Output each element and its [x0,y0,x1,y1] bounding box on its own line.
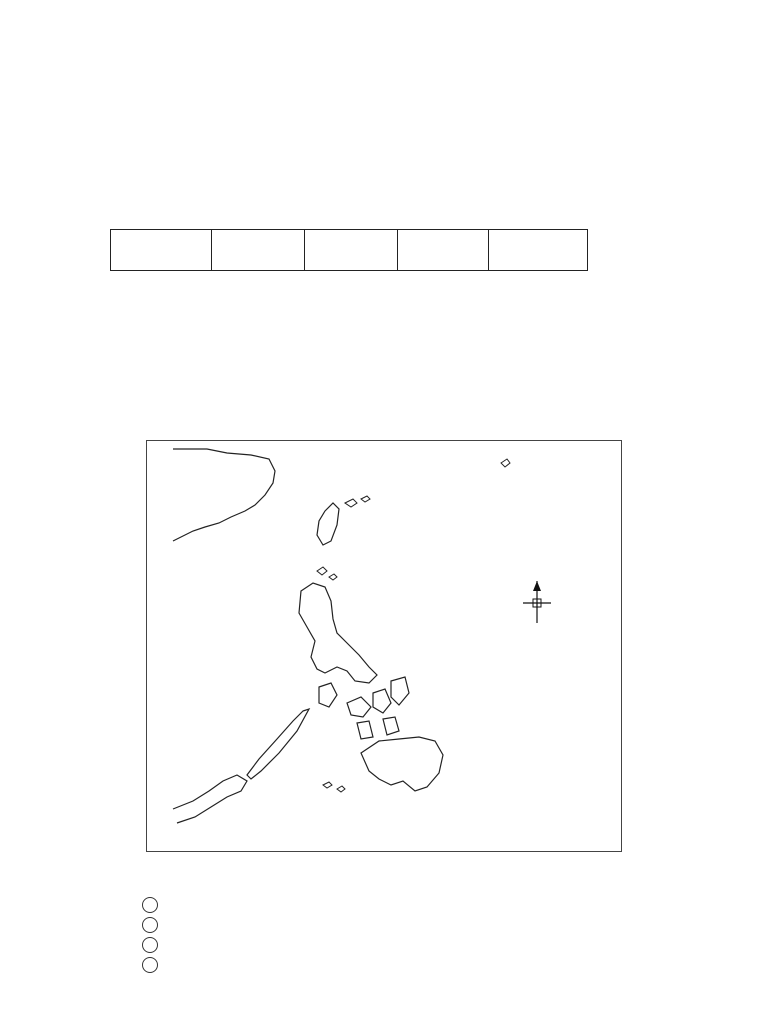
table-header-row [111,230,588,271]
legend-item [96,915,170,935]
taiwan-island [317,503,339,545]
blue-dot-icon [142,897,158,913]
green-dot-icon [142,937,158,953]
batanes-islands [317,567,337,580]
philippine-grid-map[interactable] [146,440,622,852]
mainland-china-coast [173,449,275,541]
column-header [489,230,588,271]
borneo-coast [173,775,247,823]
column-header [212,230,305,271]
column-header [111,230,212,271]
yellow-dot-icon [142,917,158,933]
mindanao-island [361,737,443,791]
luzon-island [299,583,377,683]
mindoro-island [319,683,337,707]
small-islands [345,459,510,507]
palawan-island [247,709,309,779]
legend-item [96,895,170,915]
legend [96,893,170,975]
legend-item [96,955,170,975]
column-header [398,230,489,271]
legend-item [96,935,170,955]
sulu-islands [323,782,345,792]
volcano-table [110,229,588,271]
column-header [305,230,398,271]
red-dot-icon [142,957,158,973]
compass-rose-icon [523,581,551,623]
map-svg[interactable] [147,441,621,851]
visayas-islands [347,677,409,739]
